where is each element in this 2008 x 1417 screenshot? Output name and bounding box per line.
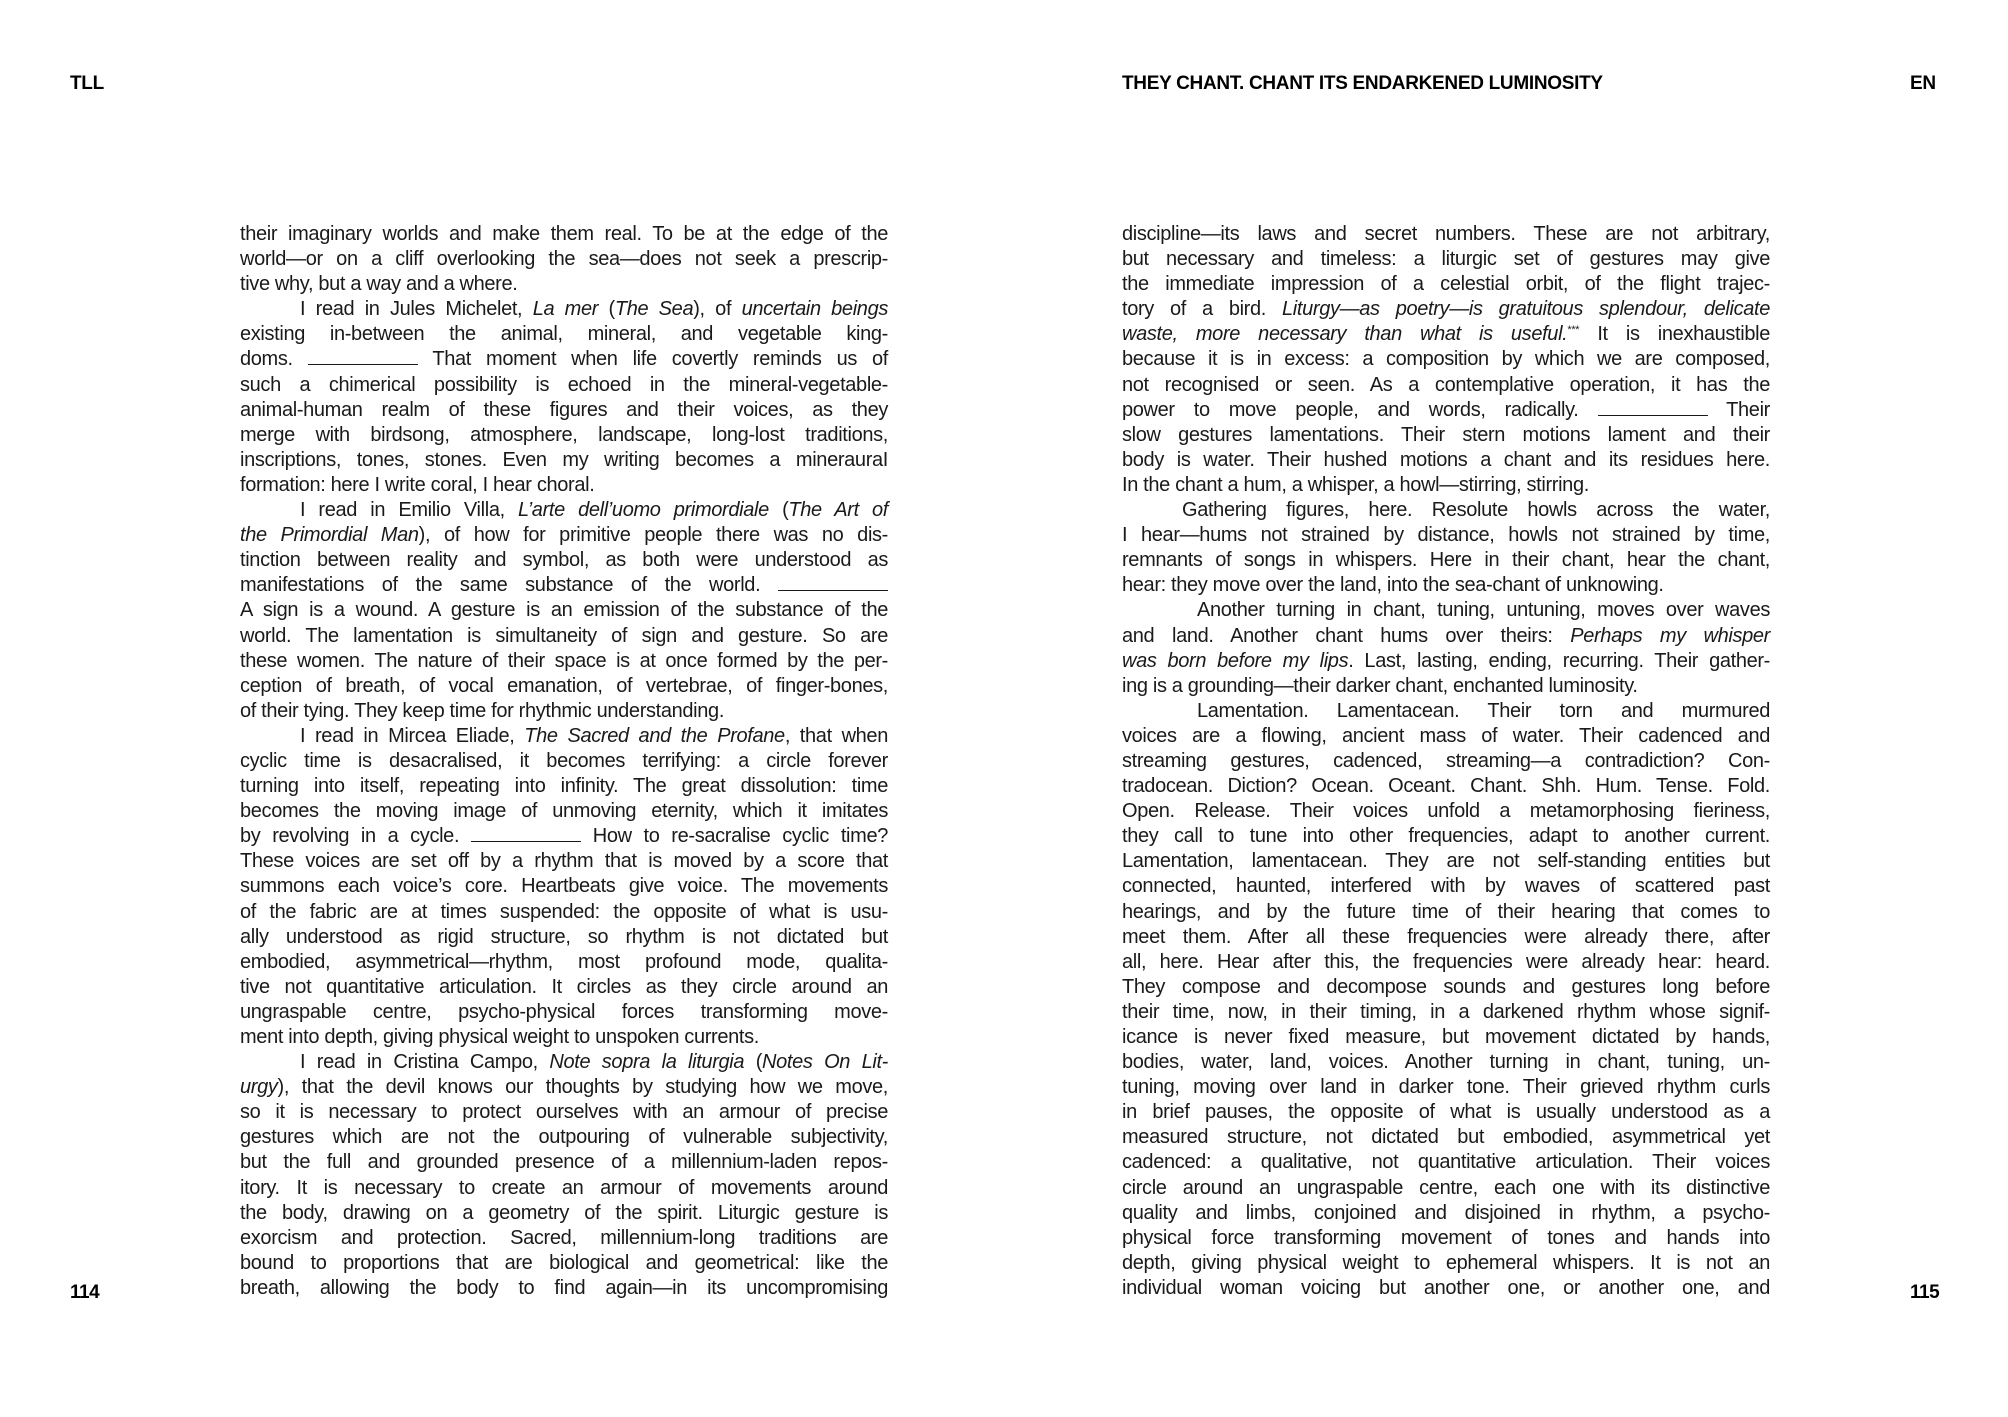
text-line [240, 523, 888, 548]
text-line [1122, 297, 1770, 322]
text-line: tive not quantitative articulation. It circles as they circle around an [240, 975, 888, 998]
italic-title: waste, more necessary than what is useful. [1122, 323, 1568, 346]
text-run: I read in Emilio Villa, [300, 499, 519, 522]
text-line: these women. The nature of their space is at once formed by the per- [240, 649, 888, 672]
text-line: exorcism and protection. Sacred, millennium-long traditions are [240, 1226, 888, 1249]
text-line: world—or on a cliff overlooking the sea—does not seek a prescrip- [240, 248, 888, 271]
italic-title: Note sopra la liturgia [549, 1051, 745, 1074]
text-line: Another turning in chant, tuning, untuning, moves over waves [1197, 599, 1770, 622]
text-run: Their [1707, 398, 1770, 421]
section-break-rule [1598, 398, 1708, 416]
text-line: their time, now, in their timing, in a darkened rhythm whose signif- [1122, 1000, 1770, 1023]
text-line: hearings, and by the future time of their hearing that comes to [1122, 900, 1770, 923]
text-run: power to move people, and words, radically. [1122, 398, 1598, 421]
text-line [240, 347, 888, 372]
italic-title: Liturgy—as poetry—is gratuitous splendour, delicate [1282, 298, 1770, 321]
text-line: ception of breath, of vocal emanation, of vertebrae, of finger-bones, [240, 674, 888, 697]
text-line: tive why, but a way and a where. [240, 273, 518, 296]
text-line: Open. Release. Their voices unfold a metamorphosing fieriness, [1122, 800, 1770, 823]
text-line: Gathering figures, here. Resolute howls across the water, [1182, 499, 1770, 522]
text-line: streaming gestures, cadenced, streaming—a contradiction? Con- [1122, 749, 1770, 772]
text-line: world. The lamentation is simultaneity of sign and gesture. So are [240, 624, 888, 647]
text-line: slow gestures lamentations. Their stern motions lament and their [1122, 423, 1770, 446]
right-text-column [1122, 222, 1770, 1301]
italic-title: Notes On Lit- [762, 1051, 888, 1074]
text-line: but the full and grounded presence of a millennium-laden repos- [240, 1151, 888, 1174]
text-line: becomes the moving image of unmoving eternity, which it imitates [240, 800, 888, 823]
text-run: , that when [784, 724, 888, 747]
text-line [1122, 398, 1770, 423]
text-line: animal-human realm of these figures and their voices, as they [240, 398, 888, 421]
text-line: A sign is a wound. A gesture is an emission of the substance of the [240, 599, 888, 622]
text-line [240, 498, 888, 523]
text-line: ing is a grounding—their darker chant, enchanted luminosity. [1122, 674, 1638, 697]
text-run: How to re-sacralise cyclic time? [580, 825, 888, 848]
italic-title: the Primordial Man [240, 524, 419, 547]
text-line: tuning, moving over land in darker tone. Their grieved rhythm curls [1122, 1076, 1770, 1099]
text-line: discipline—its laws and secret numbers. These are not arbitrary, [1122, 223, 1770, 245]
text-run: ), of how for primitive people there was no dis- [418, 524, 888, 547]
text-line: hear: they move over the land, into the sea-chant of unknowing. [1122, 574, 1664, 597]
right-running-head: THEY CHANT. CHANT ITS ENDARKENED LUMINOSITY [1122, 73, 1603, 94]
right-page-number: 115 [1910, 1282, 1940, 1303]
text-line: bodies, water, land, voices. Another turning in chant, tuning, un- [1122, 1051, 1770, 1074]
left-running-head: TLL [70, 73, 104, 94]
text-run: ), of [693, 298, 742, 321]
text-line: embodied, asymmetrical—rhythm, most profound mode, qualita- [240, 950, 888, 973]
text-line: remnants of songs in whispers. Here in their chant, hear the chant, [1122, 549, 1770, 572]
section-break-rule [308, 347, 418, 365]
text-line: their imaginary worlds and make them real. To be at the edge of the [240, 223, 888, 245]
italic-title: L’arte dell’uomo primordiale [518, 499, 769, 522]
italic-title: urgy [240, 1076, 278, 1099]
italic-title: The Sea [614, 298, 694, 321]
text-line [240, 1075, 888, 1100]
text-line: itory. It is necessary to create an armour of movements around [240, 1176, 888, 1199]
text-run: That moment when life covertly reminds us of [417, 348, 888, 371]
text-line: I hear—hums not strained by distance, howls not strained by time, [1122, 524, 1770, 547]
italic-title: La mer [532, 298, 599, 321]
text-line [240, 824, 888, 849]
text-line: turning into itself, repeating into infinity. The great dissolution: time [240, 775, 888, 798]
text-line: breath, allowing the body to find again—in its uncompromising [240, 1276, 888, 1299]
text-line: existing in-between the animal, mineral, and vegetable king- [240, 323, 888, 346]
text-line: all, here. Hear after this, the frequencies were already hear: heard. [1122, 950, 1770, 973]
text-line [1122, 624, 1770, 649]
text-line: not recognised or seen. As a contemplative operation, it has the [1122, 373, 1770, 396]
text-line: Lamentation, lamentacean. They are not self-standing entities but [1122, 850, 1770, 873]
text-line: meet them. After all these frequencies were already there, after [1122, 925, 1770, 948]
text-run: by revolving in a cycle. [240, 825, 471, 848]
left-text-column [240, 222, 888, 1301]
text-line: the body, drawing on a geometry of the spirit. Liturgic gesture is [240, 1201, 888, 1224]
text-line: of their tying. They keep time for rhythmic understanding. [240, 699, 725, 722]
text-run: ( [744, 1051, 763, 1074]
text-line: ally understood as rigid structure, so rhythm is not dictated but [240, 925, 888, 948]
italic-title: The Art of [788, 499, 888, 522]
text-line: summons each voice’s core. Heartbeats give voice. The movements [240, 875, 888, 898]
italic-title: was born before my lips [1122, 649, 1349, 672]
text-line: they call to tune into other frequencies, adapt to another current. [1122, 825, 1770, 848]
text-run: I read in Cristina Campo, [300, 1051, 550, 1074]
text-line: ungraspable centre, psycho-physical forces transforming move- [240, 1000, 888, 1023]
text-line: circle around an ungraspable centre, each one with its distinctive [1122, 1176, 1770, 1199]
text-line: body is water. Their hushed motions a chant and its residues here. [1122, 448, 1770, 471]
text-run: and land. Another chant hums over theirs: [1122, 624, 1571, 647]
text-run: manifestations of the same substance of the world. [240, 574, 778, 597]
italic-title: Perhaps my whisper [1570, 624, 1770, 647]
text-line: the immediate impression of a celestial orbit, of the flight trajec- [1122, 273, 1770, 296]
text-line: merge with birdsong, atmosphere, landscape, long-lost traditions, [240, 423, 888, 446]
text-line: physical force transforming movement of tones and hands into [1122, 1226, 1770, 1249]
text-line: in brief pauses, the opposite of what is usually understood as a [1122, 1101, 1770, 1124]
text-run: I read in Mircea Eliade, [300, 724, 525, 747]
text-run: tory of a bird. [1122, 298, 1283, 321]
text-line: voices are a flowing, ancient mass of water. Their cadenced and [1122, 724, 1770, 747]
text-run: . Last, lasting, ending, recurring. Their gather- [1348, 649, 1770, 672]
text-line [240, 297, 888, 322]
text-line: tinction between reality and symbol, as both were understood as [240, 549, 888, 572]
section-break-rule [471, 824, 581, 842]
italic-title: uncertain beings [741, 298, 888, 321]
text-run: It is inexhaustible [1579, 323, 1771, 346]
text-line: so it is necessary to protect ourselves with an armour of precise [240, 1101, 888, 1124]
text-line: In the chant a hum, a whisper, a howl—stirring, stirring. [1122, 473, 1589, 496]
text-line: cadenced: a qualitative, not quantitative articulation. Their voices [1122, 1151, 1770, 1174]
text-run: ( [768, 499, 789, 522]
footnote-marker: *** [1567, 324, 1580, 337]
language-tag: EN [1910, 73, 1936, 94]
text-line: ment into depth, giving physical weight to unspoken currents. [240, 1026, 759, 1048]
section-break-rule [778, 573, 888, 591]
text-line: because it is in excess: a composition by which we are composed, [1122, 348, 1770, 371]
text-line [240, 724, 888, 749]
text-line [1122, 322, 1770, 347]
text-run: ), that the devil knows our thoughts by studying how we move, [277, 1076, 888, 1099]
text-run: doms. [240, 348, 308, 371]
text-line: depth, giving physical weight to ephemeral whispers. It is not an [1122, 1251, 1770, 1274]
text-line: These voices are set off by a rhythm that is moved by a score that [240, 850, 888, 873]
text-line [240, 1050, 888, 1075]
text-line: connected, haunted, interfered with by waves of scattered past [1122, 875, 1770, 898]
text-line: formation: here I write coral, I hear choral. [240, 473, 595, 496]
text-line [240, 573, 888, 598]
italic-title: The Sacred and the Profane [524, 724, 785, 747]
text-line: such a chimerical possibility is echoed in the mineral-vegetable- [240, 373, 888, 396]
text-line: individual woman voicing but another one, or another one, and [1122, 1276, 1770, 1299]
text-line: of the fabric are at times suspended: the opposite of what is usu- [240, 900, 888, 923]
text-line: cyclic time is desacralised, it becomes terrifying: a circle forever [240, 749, 888, 772]
text-line: tradocean. Diction? Ocean. Oceant. Chant. Shh. Hum. Tense. Fold. [1122, 775, 1770, 798]
text-run: ( [598, 298, 615, 321]
text-line: bound to proportions that are biological and geometrical: like the [240, 1251, 888, 1274]
text-line: measured structure, not dictated but embodied, asymmetrical yet [1122, 1126, 1770, 1149]
left-page-number: 114 [70, 1282, 100, 1303]
text-line: icance is never fixed measure, but movement dictated by hands, [1122, 1026, 1770, 1048]
text-line: gestures which are not the outpouring of vulnerable subjectivity, [240, 1126, 888, 1149]
text-line: Lamentation. Lamentacean. Their torn and murmured [1197, 699, 1770, 722]
text-run: I read in Jules Michelet, [300, 298, 533, 321]
text-line [1122, 649, 1770, 674]
text-line: They compose and decompose sounds and gestures long before [1122, 975, 1770, 998]
text-line: but necessary and timeless: a liturgic set of gestures may give [1122, 248, 1770, 271]
text-line: quality and limbs, conjoined and disjoined in rhythm, a psycho- [1122, 1201, 1770, 1224]
text-line: inscriptions, tones, stones. Even my writing becomes a minerauraI [240, 448, 888, 471]
